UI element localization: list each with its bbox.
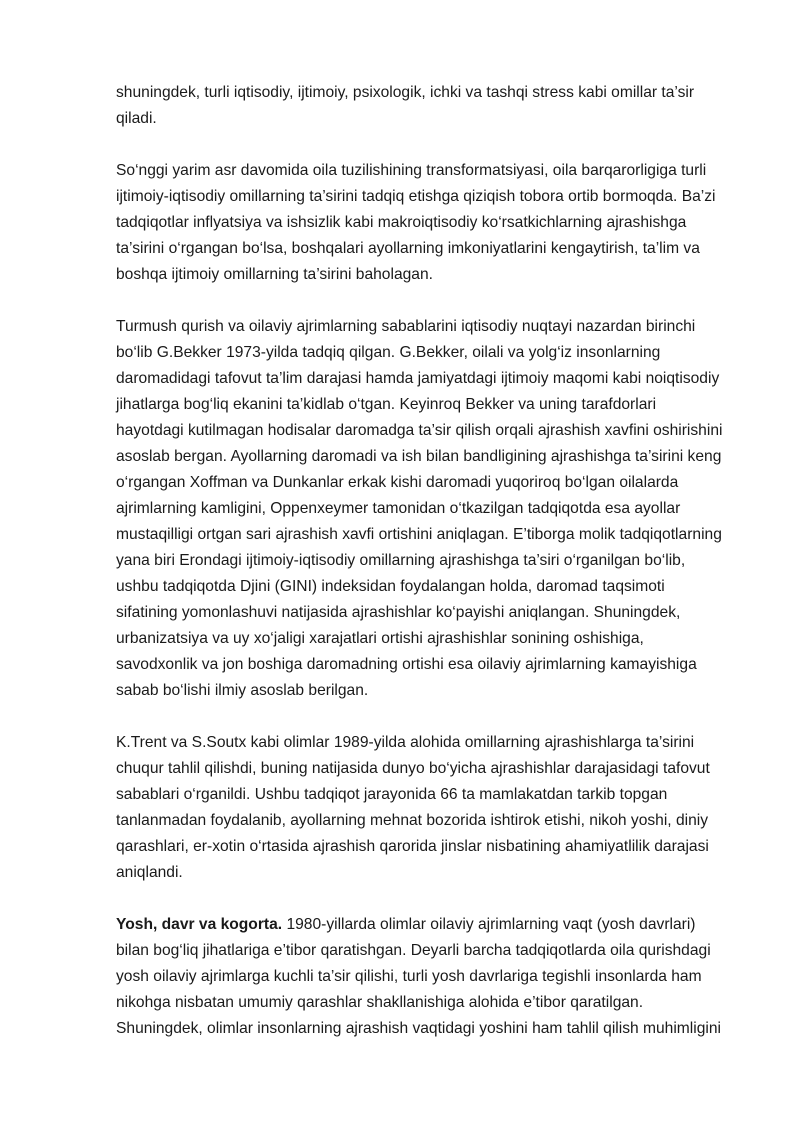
text-line: ta’sirini o‘rgangan bo‘lsa, boshqalari ayollarning imkoniyatlarini kengaytirish, ta’lim va — [116, 240, 700, 257]
text-run: 1980-yillarda olimlar oilaviy ajrimlarning vaqt (yosh davrlari) — [282, 916, 696, 933]
text-line: sifatining yomonlashuvi natijasida ajrashishlar ko‘payishi aniqlangan. Shuningdek, — [116, 604, 681, 621]
text-line: urbanizatsiya va uy xo‘jaligi xarajatlari ortishi ajrashishlar sonining oshishiga, — [116, 630, 644, 647]
body-text — [116, 80, 746, 1068]
text-line: yosh oilaviy ajrimlarga kuchli ta’sir qilishi, turli yosh davrlariga tegishli insonlarda ham — [116, 968, 702, 985]
text-line: savodxonlik va jon boshiga daromadning ortishi esa oilaviy ajrimlarning kamayishiga — [116, 656, 697, 673]
text-line: bo‘lib G.Bekker 1973-yilda tadqiq qilgan. G.Bekker, oilali va yolg‘iz insonlarning — [116, 344, 661, 361]
paragraph-4 — [116, 730, 746, 886]
text-line: sabablari o‘rganildi. Ushbu tadqiqot jarayonida 66 ta mamlakatdan tarkib topgan — [116, 786, 668, 803]
text-line: boshqa ijtimoiy omillarning ta’sirini baholagan. — [116, 266, 433, 283]
text-line: shuningdek, turli iqtisodiy, ijtimoiy, psixologik, ichki va tashqi stress kabi omillar ta’sir — [116, 84, 695, 101]
section-heading: Yosh, davr va kogorta. — [116, 916, 283, 933]
text-line: asoslab bergan. Ayollarning daromadi va ish bilan bandligining ajrashishga ta’sirini keng — [116, 448, 722, 465]
text-line: hayotdagi kutilmagan hodisalar daromadga ta’sir qilish orqali ajrashish xavfini oshirishini — [116, 422, 723, 439]
text-line: ajrimlarning kamligini, Oppenxeymer tamonidan o‘tkazilgan tadqiqotda esa ayollar — [116, 500, 681, 517]
text-line: qarashlari, er-xotin o‘rtasida ajrashish qarorida jinslar nisbatining ahamiyatlilik darajasi — [116, 838, 709, 855]
text-line: Shuningdek, olimlar insonlarning ajrashish vaqtidagi yoshini ham tahlil qilish muhimligini — [116, 1020, 722, 1037]
text-line: ushbu tadqiqotda Djini (GINI) indeksidan foydalangan holda, daromad taqsimoti — [116, 578, 665, 595]
text-line: nikohga nisbatan umumiy qarashlar shakllanishiga alohida e’tibor qaratilgan. — [116, 994, 644, 1011]
text-line — [116, 912, 746, 938]
text-line: So‘nggi yarim asr davomida oila tuzilishining transformatsiyasi, oila barqarorligiga turli — [116, 162, 707, 179]
text-line: K.Trent va S.Soutx kabi olimlar 1989-yilda alohida omillarning ajrashishlarga ta’sirini — [116, 734, 695, 751]
text-line: ijtimoiy-iqtisodiy omillarning ta’sirini tadqiq etishga qiziqish tobora ortib bormoqda. Ba’zi — [116, 188, 716, 205]
text-line: Turmush qurish va oilaviy ajrimlarning sabablarini iqtisodiy nuqtayi nazardan birinchi — [116, 318, 696, 335]
text-line: sabab bo‘lishi ilmiy asoslab berilgan. — [116, 682, 369, 699]
paragraph-3 — [116, 314, 746, 704]
paragraph-5 — [116, 912, 746, 1042]
text-line: tadqiqotlar inflyatsiya va ishsizlik kabi makroiqtisodiy ko‘rsatkichlarning ajrashishga — [116, 214, 687, 231]
text-line: jihatlarga bog‘liq ekanini ta’kidlab o‘tgan. Keyinroq Bekker va uning tarafdorlari — [116, 396, 657, 413]
text-line: o‘rgangan Xoffman va Dunkanlar erkak kishi daromadi yuqoriroq bo‘lgan oilalarda — [116, 474, 679, 491]
text-line: daromadidagi tafovut ta’lim darajasi hamda jamiyatdagi ijtimoiy maqomi kabi noiqtisodiy — [116, 370, 720, 387]
text-line: yana biri Erondagi ijtimoiy-iqtisodiy omillarning ajrashishga ta’siri o‘rganilgan bo‘lib, — [116, 552, 686, 569]
text-line: tanlanmadan foydalanib, ayollarning mehnat bozorida ishtirok etishi, nikoh yoshi, diniy — [116, 812, 709, 829]
paragraph-1 — [116, 80, 746, 132]
text-line: bilan bog‘liq jihatlariga e’tibor qaratishgan. Deyarli barcha tadqiqotlarda oila qurishdagi — [116, 942, 711, 959]
text-line: mustaqilligi ortgan sari ajrashish xavfi ortishini aniqlagan. E’tiborga molik tadqiqotlarning — [116, 526, 722, 543]
paragraph-2 — [116, 158, 746, 288]
text-line: qiladi. — [116, 110, 157, 127]
text-line: aniqlandi. — [116, 864, 183, 881]
text-line: chuqur tahlil qilishdi, buning natijasida dunyo bo‘yicha ajrashishlar darajasidagi tafovut — [116, 760, 710, 777]
